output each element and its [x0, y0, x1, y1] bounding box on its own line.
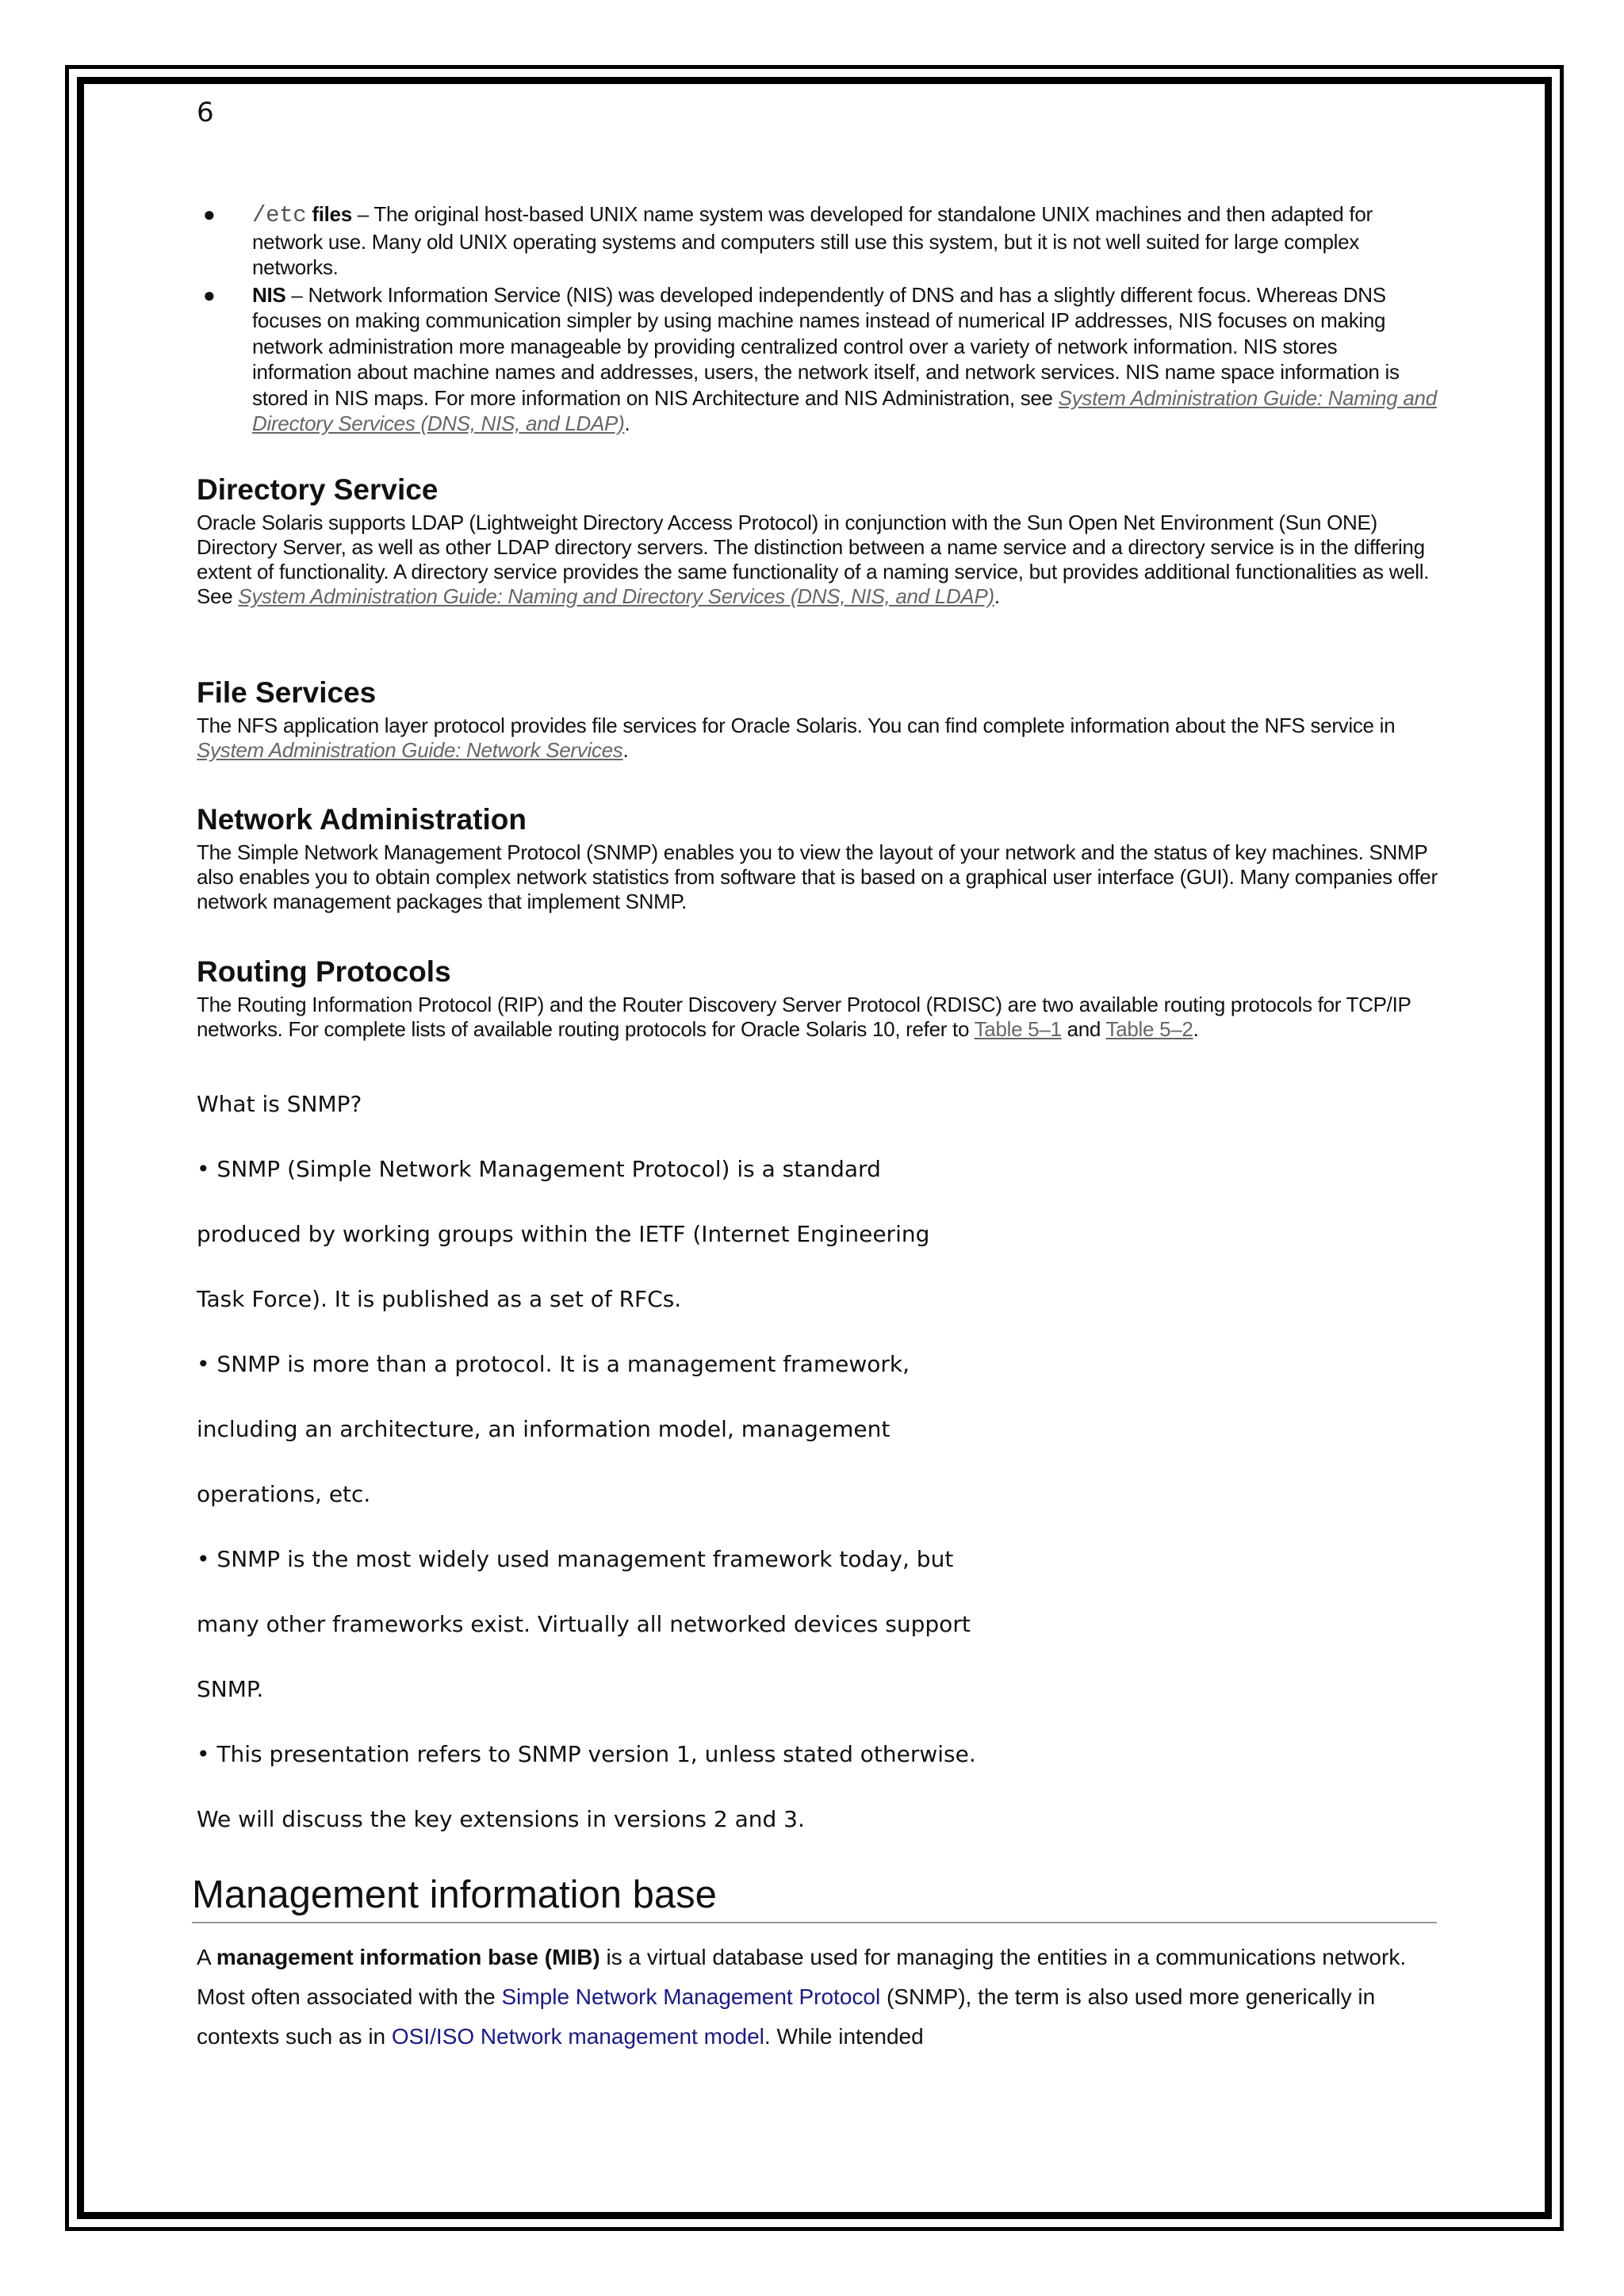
nis-text: – Network Information Service (NIS) was developed independently of DNS and has a slightly different focus. Whereas DNS focuses on making communication simpler by using machine names instead of numerical IP addresses, NIS focuses on making network administration more manageable by providing centralized control over a variety of network information. NIS stores information about machine names and addresses, users, the network itself, and network services. NIS name space information is stored in NIS maps. For more information on NIS Architecture and NIS Administration, see	[252, 282, 1400, 410]
network-services-link[interactable]: System Administration Guide: Network Services	[197, 738, 623, 762]
etc-code: /etc	[252, 202, 307, 228]
file-services-text: The NFS application layer protocol provides file services for Oracle Solaris. You can find complete information about the NFS service in System Administration Guide: Network Services.	[197, 714, 1396, 762]
snmp-line: What is SNMP?	[197, 1091, 362, 1117]
routing-protocols-heading: Routing Protocols	[197, 955, 451, 988]
snmp-line: produced by working groups within the IETF (Internet Engineering	[197, 1221, 930, 1247]
snmp-line: • SNMP is the most widely used management framework today, but	[197, 1546, 954, 1572]
list-item-nis	[197, 282, 1442, 437]
snmp-line: We will discuss the key extensions in versions 2 and 3.	[197, 1806, 805, 1832]
snmp-line: many other frameworks exist. Virtually all networked devices support	[197, 1611, 971, 1637]
directory-service-section	[197, 473, 1442, 609]
directory-guide-link[interactable]: System Administration Guide: Naming and Directory Services (DNS, NIS, and LDAP)	[238, 584, 994, 608]
bullet-icon: ●	[203, 202, 216, 226]
file-services-heading: File Services	[197, 676, 377, 709]
snmp-line: • SNMP is more than a protocol. It is a management framework,	[197, 1351, 910, 1377]
osi-iso-link[interactable]: OSI/ISO Network management model	[391, 2024, 764, 2049]
snmp-link[interactable]: Simple Network Management Protocol	[501, 1984, 881, 2009]
bullet-icon: ●	[203, 282, 216, 307]
snmp-line: operations, etc.	[197, 1481, 371, 1507]
nis-end: .	[624, 411, 630, 435]
table-5-1-link[interactable]: Table 5–1	[974, 1017, 1062, 1041]
network-administration-section	[197, 802, 1442, 914]
name-services-list	[197, 201, 1442, 438]
snmp-line: • SNMP (Simple Network Management Protocol) is a standard	[197, 1156, 881, 1182]
list-item-etc-files	[197, 201, 1442, 281]
etc-text: – The original host-based UNIX name system was developed for standalone UNIX machines and then adapted for network use. Many old UNIX operating systems and computers still use this system, but it is not well suited for large complex networks.	[252, 202, 1373, 279]
table-5-2-link[interactable]: Table 5–2	[1105, 1017, 1193, 1041]
nis-term: NIS	[252, 282, 286, 307]
page-number: 6	[197, 97, 214, 128]
directory-service-heading: Directory Service	[197, 473, 439, 506]
mib-paragraph: A management information base (MIB) is a virtual database used for managing the entities in a communications network. Most often associated with the Simple Network Management Protocol (SNMP), the term is also used more generically in contexts such as in OSI/ISO Network management model. While intended	[197, 1945, 1407, 2049]
file-services-section	[197, 675, 1442, 763]
network-administration-heading: Network Administration	[197, 803, 527, 836]
nis-guide-link[interactable]: System Administration Guide: Naming and Directory Services (DNS, NIS, and LDAP)	[252, 385, 1437, 435]
snmp-line: SNMP.	[197, 1676, 264, 1702]
routing-protocols-text: The Routing Information Protocol (RIP) and the Router Discovery Server Protocol (RDISC) are two available routing protocols for TCP/IP networks. For complete lists of available routing protocols for Oracle Solaris 10, refer to Table 5–1 and Table 5–2.	[197, 993, 1411, 1041]
snmp-line: Task Force). It is published as a set of RFCs.	[197, 1286, 682, 1312]
directory-service-text: Oracle Solaris supports LDAP (Lightweight Directory Access Protocol) in conjunction with the Sun Open Net Environment (Sun ONE) Directory Server, as well as other LDAP directory servers. The distinction between a name service and a directory service is in the differing extent of functionality. A directory service provides the same functionality of a naming service, but provides additional functionalities as well. See System Administration Guide: Naming and Directory Services (DNS, NIS, and LDAP).	[197, 511, 1430, 608]
mib-heading: Management information base	[192, 1871, 1437, 1923]
network-administration-text: The Simple Network Management Protocol (SNMP) enables you to view the layout of your network and the status of key machines. SNMP also enables you to obtain complex network statistics from software that is based on a graphical user interface (GUI). Many companies offer network management packages that implement SNMP.	[197, 840, 1438, 913]
mib-term: management information base (MIB)	[216, 1945, 600, 1969]
etc-term: files	[306, 202, 352, 226]
snmp-line: • This presentation refers to SNMP version 1, unless stated otherwise.	[197, 1741, 976, 1767]
snmp-line: including an architecture, an information model, management	[197, 1416, 891, 1442]
routing-protocols-section	[197, 955, 1442, 1042]
